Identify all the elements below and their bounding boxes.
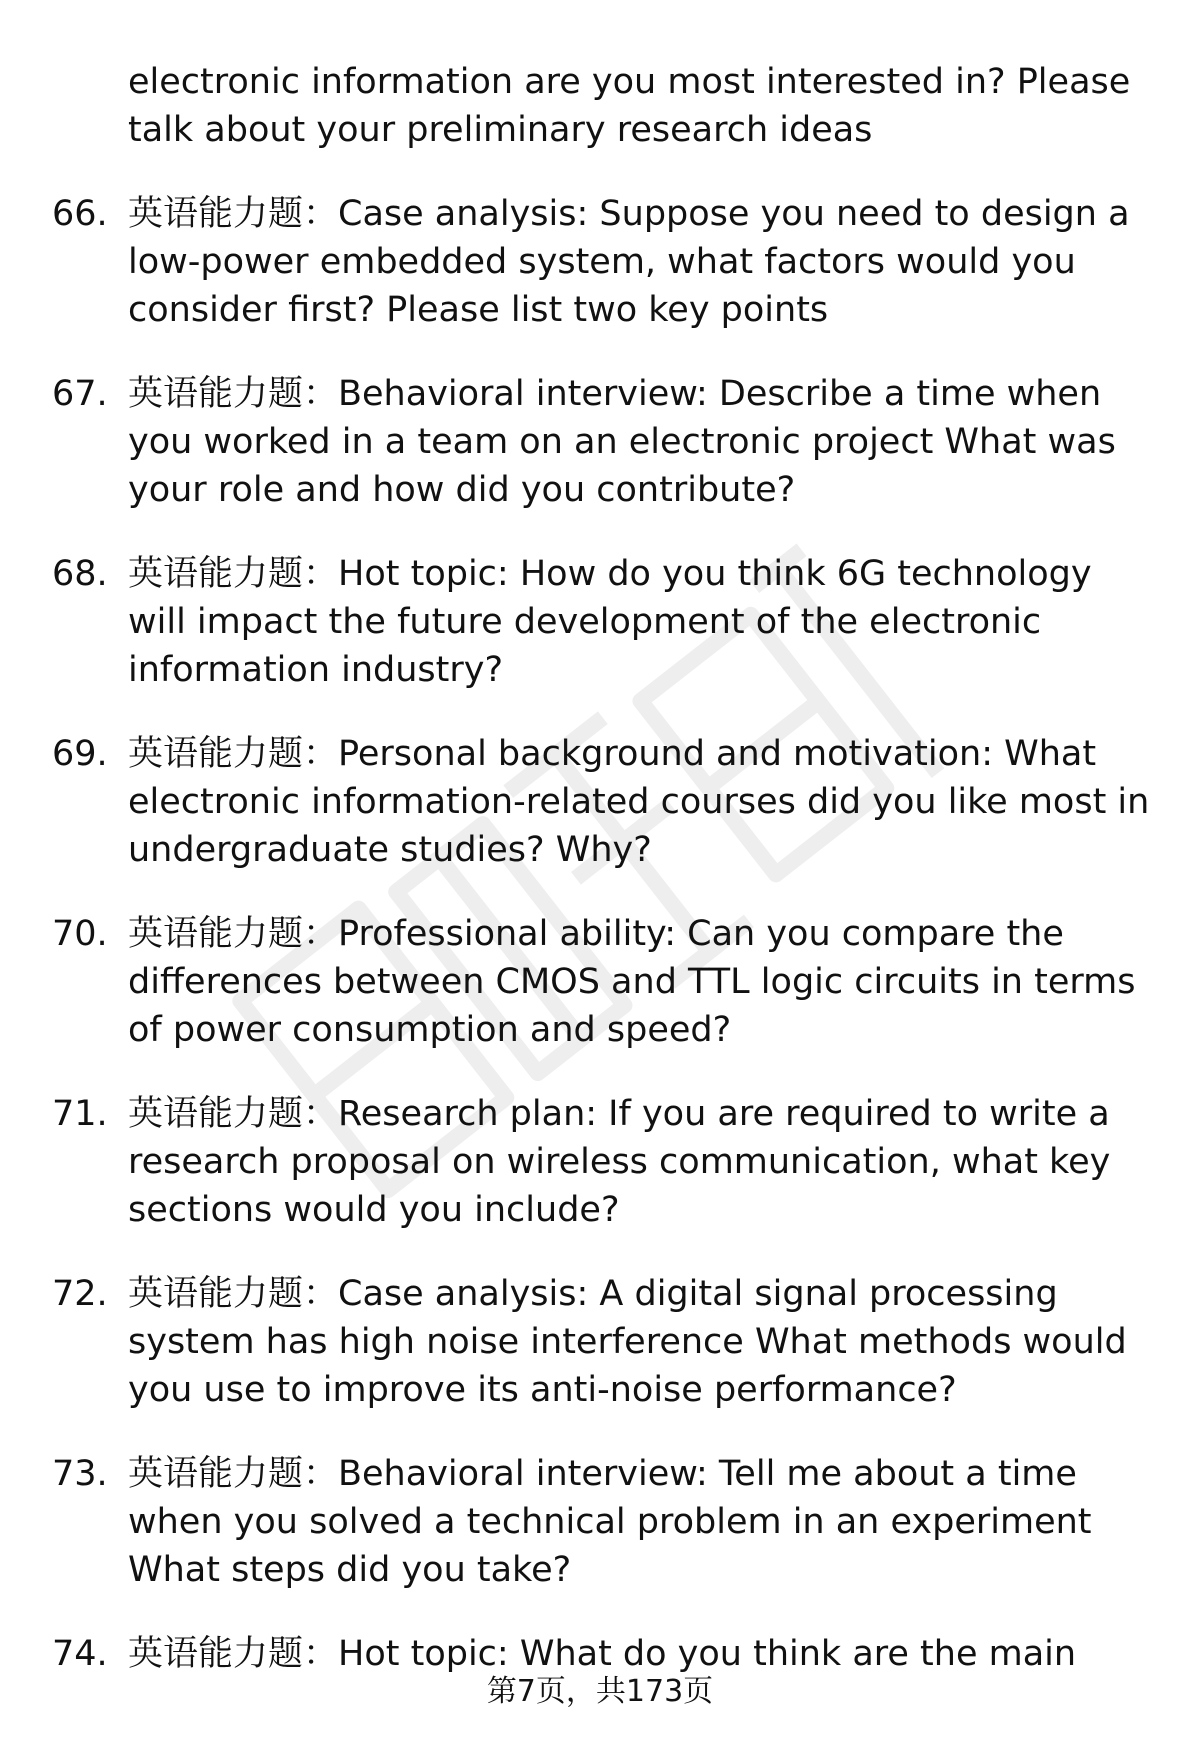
question-tag: 英语能力题： [128, 1634, 339, 1674]
continued-line: electronic information are you most interested in? Please [128, 62, 1131, 102]
question-tag: 英语能力题： [128, 1094, 339, 1134]
question-item [0, 730, 1158, 874]
question-number: 71. [52, 1094, 108, 1134]
question-text: Research plan: If you are required to write a research proposal on wireless communication, what key sections would you include? [128, 1094, 1111, 1230]
question-text: Behavioral interview: Describe a time when you worked in a team on an electronic project What was your role and how did you contribute? [128, 374, 1116, 510]
question-text: Behavioral interview: Tell me about a time when you solved a technical problem in an experiment What steps did you take? [128, 1454, 1092, 1590]
question-number: 67. [52, 374, 108, 414]
question-tag: 英语能力题： [128, 734, 339, 774]
question-number: 74. [52, 1634, 108, 1674]
question-text: Professional ability: Can you compare the differences between CMOS and TTL logic circuits in terms of power consumption and speed? [128, 914, 1136, 1050]
page-footer [0, 1672, 1200, 1712]
question-text: Hot topic: What do you think are the main [338, 1634, 1077, 1674]
question-number: 68. [52, 554, 108, 594]
question-number: 66. [52, 194, 108, 234]
question-text: Case analysis: Suppose you need to design a low-power embedded system, what factors would you consider first? Please list two key points [128, 194, 1130, 330]
page-number-label: 第7页，共173页 [486, 1674, 714, 1709]
continued-question-text [0, 58, 1200, 154]
question-number: 72. [52, 1274, 108, 1314]
question-text: Hot topic: How do you think 6G technology will impact the future development of the electronic information industry? [128, 554, 1092, 690]
question-tag: 英语能力题： [128, 1454, 339, 1494]
question-item [0, 1090, 1158, 1234]
question-list [0, 58, 1200, 1678]
question-item [0, 1630, 1158, 1678]
question-tag: 英语能力题： [128, 374, 339, 414]
question-item [0, 910, 1158, 1054]
question-item [0, 190, 1158, 334]
question-tag: 英语能力题： [128, 194, 339, 234]
question-tag: 英语能力题： [128, 914, 339, 954]
question-number: 73. [52, 1454, 108, 1494]
continued-line: talk about your preliminary research ideas [128, 110, 873, 150]
question-number: 70. [52, 914, 108, 954]
question-number: 69. [52, 734, 108, 774]
question-item [0, 370, 1158, 514]
question-item [0, 550, 1158, 694]
question-item [0, 1270, 1158, 1414]
question-tag: 英语能力题： [128, 554, 339, 594]
question-text: Personal background and motivation: What electronic information-related courses did you like most in undergraduate studies? Why? [128, 734, 1150, 870]
question-tag: 英语能力题： [128, 1274, 339, 1314]
question-item [0, 1450, 1158, 1594]
question-text: Case analysis: A digital signal processing system has high noise interference What methods would you use to improve its anti-noise performance? [128, 1274, 1127, 1410]
